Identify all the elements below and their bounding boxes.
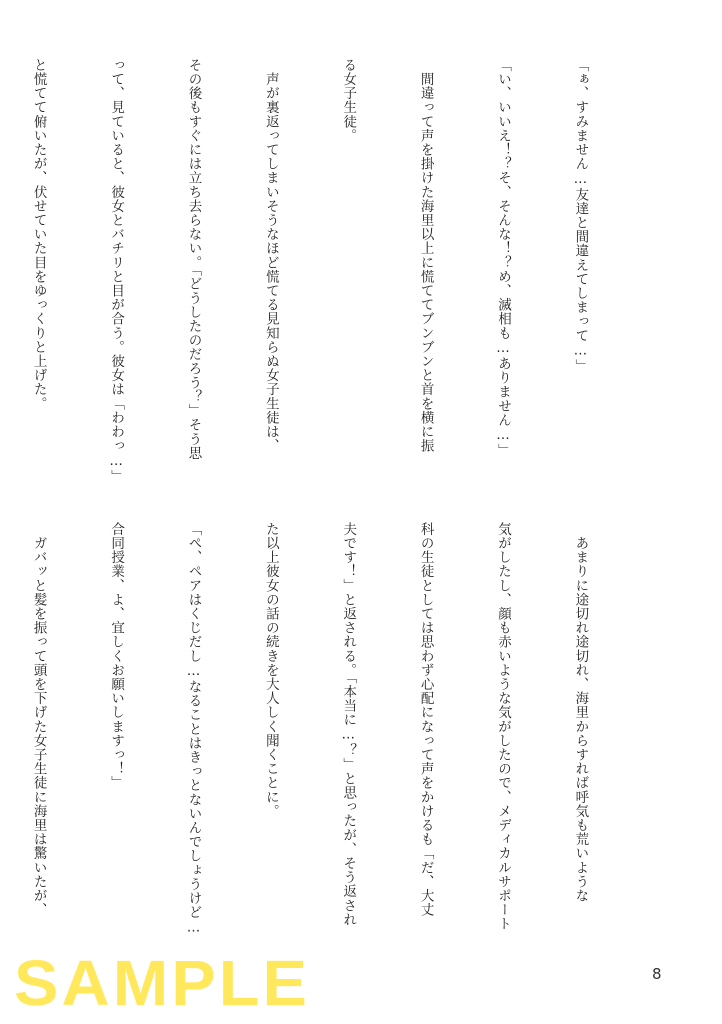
text-line: 合同授業、よ、宜しくお願いしますっ！」 bbox=[108, 522, 125, 790]
text-line: 「い、いいえ！？そ、そんな！？め、滅相も…ありません…」 bbox=[495, 58, 512, 458]
text-line: 間違って声を掛けた海里以上に慌ててブンブンと首を横に振 bbox=[417, 58, 434, 453]
text-line: と慌てて俯いたが、伏せていた目をゆっくりと上げた。 bbox=[30, 58, 47, 411]
text-block-top bbox=[0, 58, 644, 528]
sample-watermark: SAMPLE bbox=[14, 947, 311, 1019]
page-number: 8 bbox=[652, 965, 662, 983]
text-line: る女子生徒。 bbox=[340, 58, 357, 143]
text-line: ガバッと髪を振って頭を下げた女子生徒に海里は驚いたが、 bbox=[30, 522, 47, 917]
text-line: 科の生徒としては思わず心配になって声をかけるも「だ、大丈 bbox=[417, 522, 434, 917]
text-line: 「ぺ、ペアはくじだし…なることはきっとないんでしょうけど… bbox=[185, 522, 202, 936]
text-line: その後もすぐには立ち去らない。「どうしたのだろう？」そう思 bbox=[185, 58, 202, 461]
text-line: あまりに途切れ途切れ、海里からすれば呼気も荒いような bbox=[572, 522, 589, 903]
text-line: 声が裏返ってしまいそうなほど慌てる見知らぬ女子生徒は、 bbox=[262, 58, 279, 453]
text-line: 夫です！」と返される。「本当に…？」と思ったが、そう返され bbox=[340, 522, 357, 927]
text-line: た以上彼女の話の続きを大人しく聞くことに。 bbox=[262, 522, 279, 819]
text-block-bottom bbox=[0, 522, 644, 962]
text-line: 「ぁ、すみません…友達と間違えてしまって…」 bbox=[572, 58, 589, 374]
text-line: 気がしたし、顔も赤いような気がしたので、メディカルサポート bbox=[495, 522, 512, 931]
text-line: って、見ていると、彼女とバチリと目が合う。彼女は「わわっ…」 bbox=[108, 58, 125, 484]
